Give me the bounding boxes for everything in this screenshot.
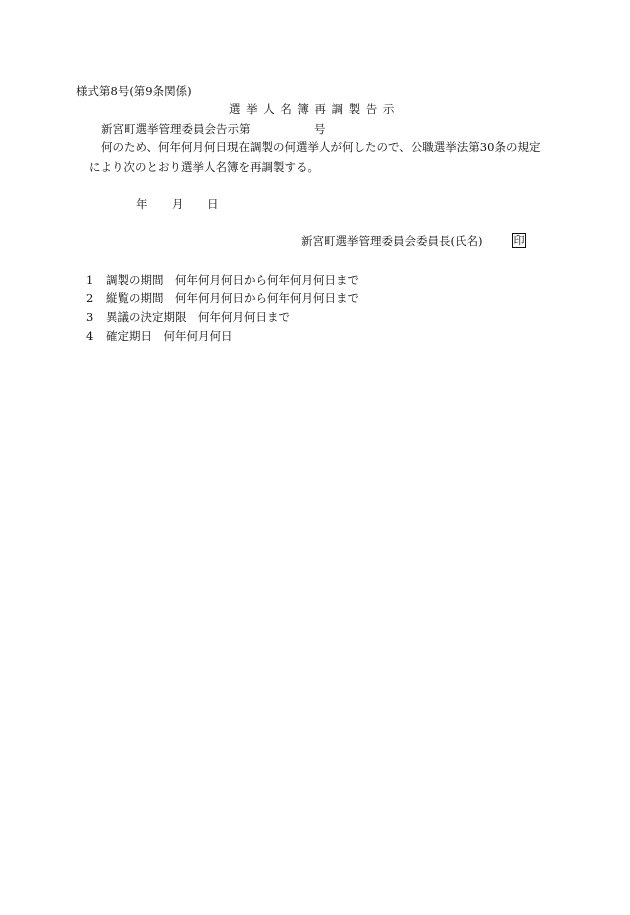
- list-item-number: 1: [86, 273, 94, 287]
- date-month-label: 月: [172, 197, 184, 211]
- body-text-line-2: により次のとおり選挙人名簿を再調製する。: [89, 160, 319, 174]
- body-text-line-1: 何のため、何年何月何日現在調製の何選挙人が何したので、公職選挙法第30条の規定: [101, 140, 541, 154]
- document-title: 選挙人名簿再調製告示: [229, 102, 400, 116]
- list-item-number: 2: [86, 291, 94, 305]
- seal-mark: 印: [513, 234, 525, 247]
- list-item-text: 異議の決定期限 何年何月何日まで: [106, 310, 290, 324]
- list-item-text: 調製の期間 何年何月何日から何年何月何日まで: [106, 273, 359, 287]
- form-number: 様式第8号(第9条関係): [76, 84, 192, 98]
- list-item: [86, 275, 359, 287]
- list-item: [86, 331, 233, 343]
- list-item-number: 4: [86, 329, 94, 343]
- list-item-text: 確定期日 何年何月何日: [106, 329, 233, 343]
- list-item-text: 縦覧の期間 何年何月何日から何年何月何日まで: [106, 291, 359, 305]
- list-item-number: 3: [86, 310, 94, 324]
- list-item: [86, 293, 359, 305]
- list-item: [86, 312, 290, 324]
- signer-name: 新宮町選挙管理委員会委員長(氏名): [301, 234, 483, 248]
- notice-line: 新宮町選挙管理委員会告示第: [101, 122, 251, 136]
- date-year-label: 年: [136, 197, 148, 211]
- notice-number-label: 号: [314, 122, 326, 136]
- date-day-label: 日: [207, 197, 219, 211]
